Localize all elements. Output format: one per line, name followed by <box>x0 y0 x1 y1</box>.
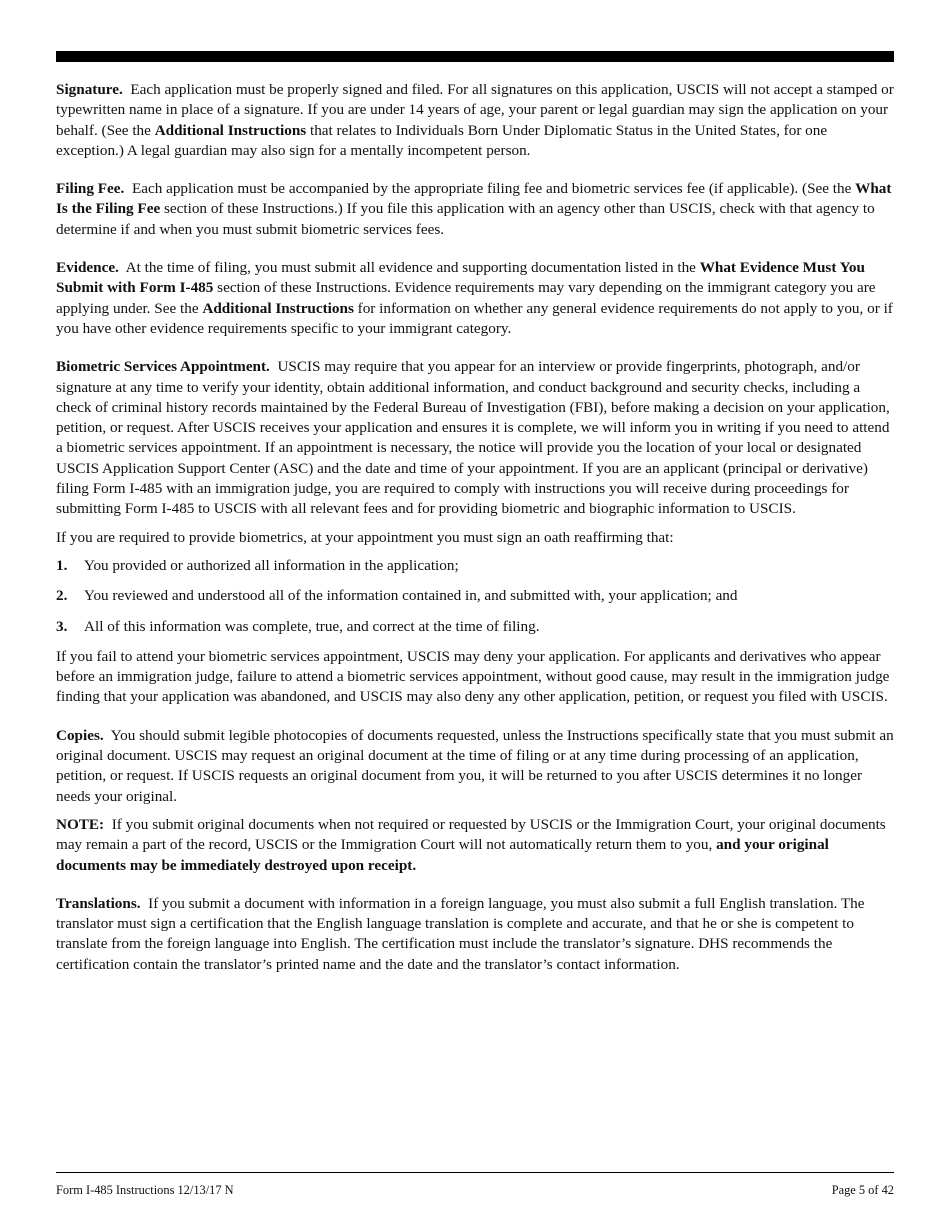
oath-list-item <box>56 617 896 637</box>
oath-list-item <box>56 586 896 606</box>
evidence-text-2: section of these Instructions. Evidence requirements may vary depending on the immigrant category you are applying under. See the <box>56 279 876 317</box>
biometrics-paragraph <box>56 357 896 519</box>
oath-item-text: You reviewed and understood all of the information contained in, and submitted with, your application; and <box>84 587 738 605</box>
filing-fee-paragraph <box>56 179 896 240</box>
evidence-text-3: for information on whether any general evidence requirements do not apply to you, or if you have other evidence requirements specific to your immigrant category. <box>56 299 893 337</box>
signature-text-2: that relates to Individuals Born Under Diplomatic Status in the United States, for one exception.) A legal guardian may also sign for a mentally incompetent person. <box>56 121 828 159</box>
translations-heading: Translations. <box>56 894 141 912</box>
oath-intro: If you are required to provide biometrics, at your appointment you must sign an oath reaffirming that: <box>56 528 674 546</box>
oath-item-number: 1. <box>56 556 68 574</box>
filing-fee-bold-1: What Is the Filing Fee <box>56 180 892 218</box>
evidence-text-1: At the time of filing, you must submit all evidence and supporting documentation listed in the <box>125 259 700 277</box>
copies-text-1: You should submit legible photocopies of documents requested, unless the Instructions specifically state that you must submit an original document. USCIS may request an original document at the time of filing or at any time during processing of an application, petition, or request. If USCIS requests an original document from you, it will be returned to you after USCIS determines it no longer needs your original. <box>56 726 894 805</box>
biometrics-heading: Biometric Services Appointment. <box>56 358 270 376</box>
copies-heading: Copies. <box>56 726 104 744</box>
filing-fee-text-1: Each application must be accompanied by the appropriate filing fee and biometric services fee (if applicable). (See the <box>131 180 856 198</box>
bottom-rule <box>56 1172 894 1173</box>
signature-paragraph <box>56 80 896 161</box>
oath-item-text: You provided or authorized all information in the application; <box>84 556 459 574</box>
copies-paragraph <box>56 726 896 807</box>
oath-item-text: All of this information was complete, true, and correct at the time of filing. <box>84 617 540 635</box>
document-body <box>56 80 896 983</box>
evidence-bold-1: What Evidence Must You Submit with Form I-485 <box>56 259 865 297</box>
note-heading: NOTE: <box>56 815 105 833</box>
footer-page-number: Page 5 of 42 <box>831 1183 894 1197</box>
note-bold-1: and your original documents may be immediately destroyed upon receipt. <box>56 836 829 874</box>
evidence-bold-2: Additional Instructions <box>202 299 354 317</box>
translations-text-1: If you submit a document with information in a foreign language, you must also submit a full English translation. The translator must sign a certification that the English language translation is complete and accurate, and that he or she is competent to translate from the foreign language into English. The certification must include the translator’s signature. DHS recommends the certification contain the translator’s printed name and the date and the translator’s contact information. <box>56 894 865 973</box>
oath-list-item <box>56 556 896 576</box>
top-rule <box>56 51 894 62</box>
footer-form-id: Form I-485 Instructions 12/13/17 N <box>56 1183 234 1197</box>
signature-heading: Signature. <box>56 81 123 98</box>
oath-item-number: 3. <box>56 617 68 635</box>
oath-item-number: 2. <box>56 587 68 605</box>
filing-fee-text-2: section of these Instructions.) If you file this application with an agency other than USCIS, check with that agency to determine if and when you must submit biometric services fees. <box>56 200 875 238</box>
signature-text-1: Each application must be properly signed and filed. For all signatures on this application, USCIS will not accept a stamped or typewritten name in place of a signature. If you are under 14 years of age, your parent or legal guardian may sign the application on your behalf. (See the <box>56 81 894 139</box>
note-text-1: If you submit original documents when not required or requested by USCIS or the Immigration Court, your original documents may remain a part of the record, USCIS or the Immigration Court will not automatically return them to you, <box>56 815 886 854</box>
signature-bold-1: Additional Instructions <box>154 121 307 139</box>
evidence-heading: Evidence. <box>56 259 119 277</box>
biometrics-text-1: USCIS may require that you appear for an interview or provide fingerprints, photograph, and/or signature at any time to verify your identity, obtain additional information, and conduct background and security checks, including a check of criminal history records maintained by the Federal Bureau of Investigation (FBI), before making a decision on your application, petition, or request. After USCIS receives your application and ensures it is complete, we will inform you in writing if you need to attend a biometric services appointment. If an appointment is necessary, the notice will provide you the location of your local or designated USCIS Application Support Center (ASC) and the date and time of your appointment. If you are an applicant (principal or derivative) filing Form I-485 with an immigration judge, you are required to comply with instructions you will receive during proceedings for submitting Form I-485 to USCIS with all relevant fees and for providing biometric and biographic information to USCIS. <box>56 358 890 518</box>
filing-fee-heading: Filing Fee. <box>56 180 125 198</box>
translations-paragraph <box>56 894 896 975</box>
note-paragraph <box>56 815 896 876</box>
evidence-paragraph <box>56 258 896 339</box>
biometrics-failure-paragraph: If you fail to attend your biometric services appointment, USCIS may deny your application. For applicants and derivatives who appear before an immigration judge, failure to attend a biometric services appointment, without good cause, may result in the immigration judge finding that your application was abandoned, and USCIS may also deny any other application, petition, or request you filed with USCIS. <box>56 647 890 706</box>
